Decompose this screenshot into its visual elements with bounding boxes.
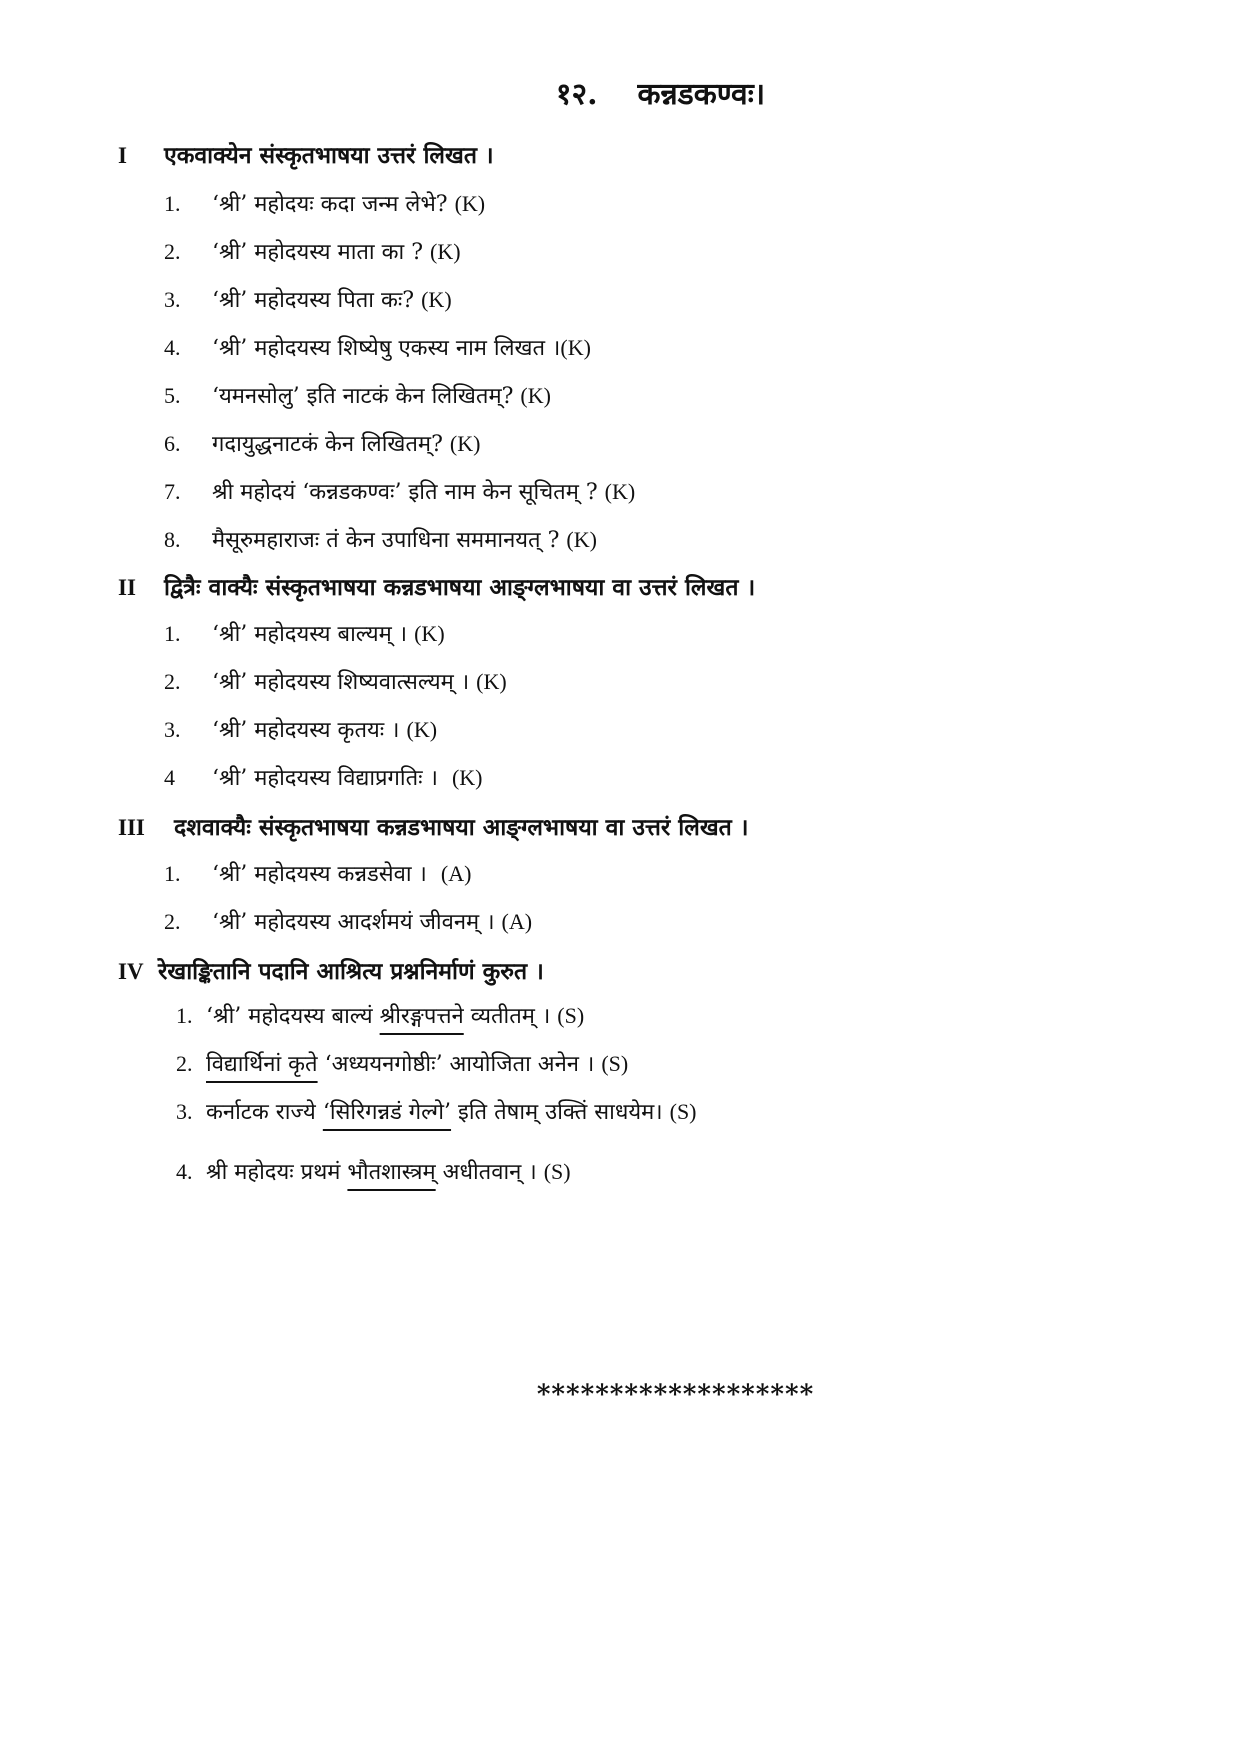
question-item [164,762,483,792]
section-heading-text: एकवाक्येन संस्कृतभाषया उत्तरं लिखत । [164,142,494,169]
question-number: 2. [164,669,181,694]
question-item [176,1048,628,1078]
section-heading-3 [118,810,749,842]
question-text: ‘श्री’ महोदयस्य कृतयः । [212,718,400,743]
question-text: ‘श्री’ महोदयस्य पिता कः? [212,288,415,313]
section-numeral: II [118,575,136,600]
question-text: ‘अध्ययनगोष्ठीः’ आयोजिता अनेन । [317,1052,595,1077]
question-number: 1. [164,861,181,886]
question-mark-code: (K) [430,239,461,264]
question-mark-code: (K) [566,527,597,552]
underlined-word: विद्यार्थिनां कृते [206,1052,318,1077]
question-number: 3. [164,287,181,312]
question-item [164,284,452,314]
question-item [176,1000,584,1030]
question-mark-code: (K) [449,431,481,456]
question-text: ‘श्री’ महोदयस्य माता का ? [212,240,424,265]
question-text: ‘श्री’ महोदयस्य बाल्यं [206,1004,380,1029]
question-number: 2. [176,1051,193,1076]
question-mark-code: (K) [421,287,452,312]
chapter-number: १२. [555,77,598,112]
question-item [164,188,485,218]
section-heading-text: द्वित्रैः वाक्यैः संस्कृतभाषया कन्नडभाषया आङ्ग्लभाषया वा उत्तरं लिखत । [164,574,756,601]
question-item [164,858,471,888]
question-text: ‘श्री’ महोदयस्य विद्याप्रगतिः । [212,766,438,791]
question-number: 1. [176,1003,193,1028]
end-separator: ******************* [536,1380,815,1410]
section-heading-text: दशवाक्यैः संस्कृतभाषया कन्नडभाषया आङ्ग्लभाषया वा उत्तरं लिखत । [174,814,749,841]
question-text: ‘श्री’ महोदयस्य शिष्यवात्सल्यम् । [212,670,470,695]
question-mark-code: (S) [543,1159,571,1184]
question-item [164,906,532,936]
question-text: कर्नाटक राज्ये [206,1100,323,1125]
question-text: गदायुद्धनाटकं केन लिखितम्? [212,432,443,457]
question-mark-code: (S) [669,1099,697,1124]
section-numeral: I [118,143,127,168]
question-text: ‘श्री’ महोदयस्य बाल्यम् । [212,622,408,647]
question-item [164,236,461,266]
question-mark-code: (A) [440,861,472,886]
question-text: ‘यमनसोलु’ इति नाटकं केन लिखितम्? [212,384,514,409]
section-heading-2 [118,570,755,602]
question-number: 3. [176,1099,193,1124]
question-number: 4 [164,765,175,790]
question-number: 4. [176,1159,193,1184]
question-item [164,618,445,648]
question-mark-code: (K) [454,191,486,216]
question-text: ‘श्री’ महोदयस्य आदर्शमयं जीवनम् । [212,910,495,935]
question-mark-code: (K) [476,669,507,694]
question-number: 7. [164,479,181,504]
question-number: 6. [164,431,181,456]
section-heading-1 [118,138,494,170]
question-mark-code: (K) [520,383,551,408]
underlined-word: भौतशास्त्रम् [347,1160,436,1185]
question-item [164,524,597,554]
question-mark-code: (S) [601,1051,629,1076]
question-text: अधीतवान् । [435,1160,537,1185]
question-item [164,332,591,362]
question-mark-code: (S) [557,1003,585,1028]
question-item [176,1096,697,1126]
section-heading-text: रेखाङ्कितानि पदानि आश्रित्य प्रश्ननिर्माणं कुरुत । [158,958,544,985]
question-text: ‘श्री’ महोदयस्य कन्नडसेवा । [212,862,427,887]
underlined-word: श्रीरङ्गपत्तने [379,1004,464,1029]
question-mark-code: (K) [406,717,438,742]
chapter-name: कन्नडकण्वः। [637,77,766,112]
question-text: ‘श्री’ महोदयः कदा जन्म लेभे? [212,192,448,217]
question-mark-code: (K) [414,621,445,646]
chapter-title [0,72,1241,113]
question-item [164,428,480,458]
question-number: 1. [164,191,181,216]
section-numeral: III [118,815,145,840]
question-number: 1. [164,621,181,646]
question-item [164,476,635,506]
section-numeral: IV [118,959,144,984]
underlined-word: ‘सिरिगन्नडं गेल्गे’ [322,1100,452,1125]
question-mark-code: (K) [560,335,591,360]
question-number: 2. [164,909,181,934]
question-number: 3. [164,717,181,742]
question-item [164,714,437,744]
question-item [164,666,507,696]
question-mark-code: (K) [604,479,636,504]
question-text: व्यतीतम् । [463,1004,551,1029]
question-mark-code: (A) [501,909,533,934]
section-heading-4 [118,954,544,986]
question-text: श्री महोदयः प्रथमं [206,1160,348,1185]
question-number: 4. [164,335,181,360]
question-item [164,380,551,410]
question-number: 8. [164,527,181,552]
question-item [176,1156,571,1186]
question-text: मैसूरुमहाराजः तं केन उपाधिना सममानयत् ? [212,528,560,553]
question-number: 2. [164,239,181,264]
question-number: 5. [164,383,181,408]
question-text: श्री महोदयं ‘कन्नडकण्वः’ इति नाम केन सूचितम् ? [212,480,598,505]
question-text: इति तेषाम् उक्तिं साधयेम। [451,1100,663,1125]
question-mark-code: (K) [451,765,483,790]
question-text: ‘श्री’ महोदयस्य शिष्येषु एकस्य नाम लिखत । [212,336,561,361]
